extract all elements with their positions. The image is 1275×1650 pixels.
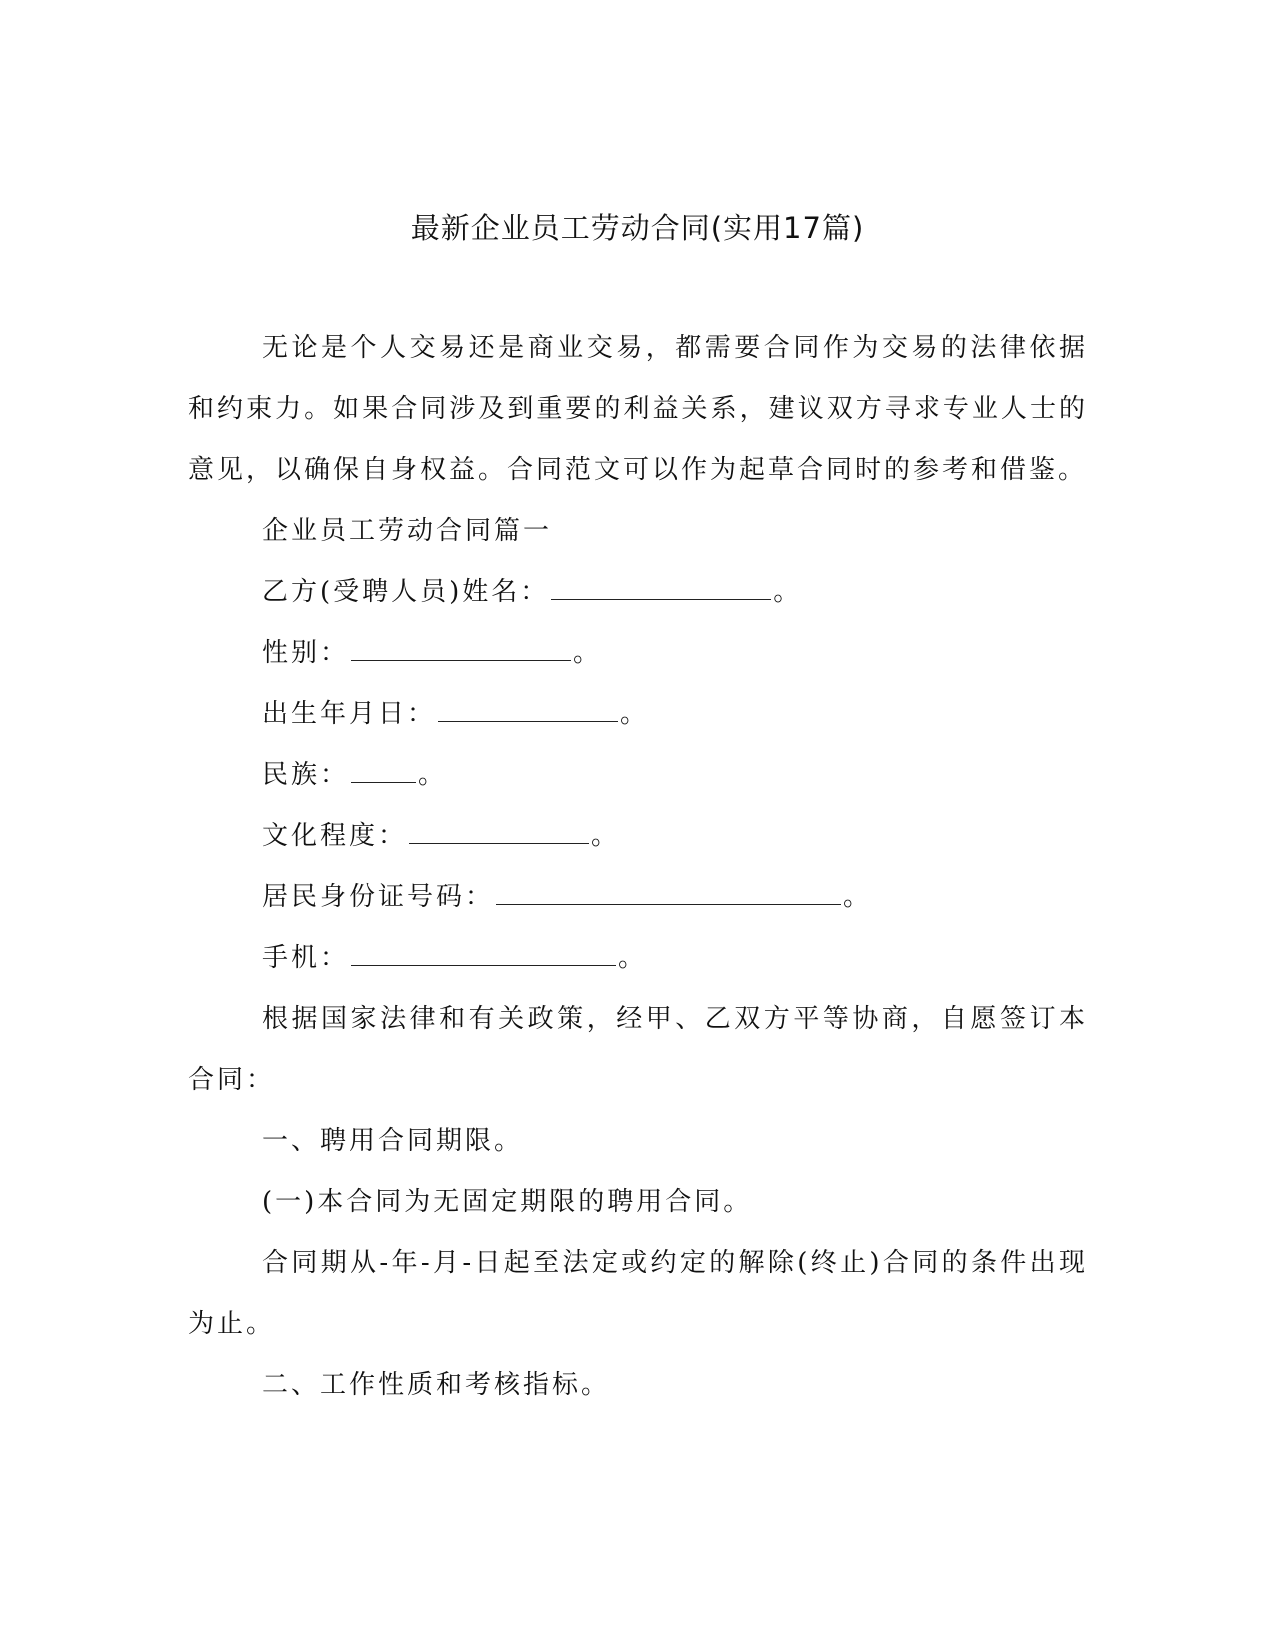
- field-name-row: [188, 562, 1088, 623]
- field-birthdate-label: 出生年月日：: [262, 699, 437, 729]
- clause-1-heading: 一、聘用合同期限。: [262, 1126, 524, 1156]
- field-birthdate-row: [188, 684, 1088, 745]
- field-education-end: 。: [591, 821, 621, 851]
- agreement-paragraph: 根据国家法律和有关政策，经甲、乙双方平等协商，自愿签订本合同：: [188, 1004, 1088, 1095]
- field-name-end: 。: [773, 577, 803, 607]
- document-title: 最新企业员工劳动合同(实用17篇): [410, 211, 865, 245]
- field-ethnicity-row: [188, 745, 1088, 806]
- field-gender-row: [188, 623, 1088, 684]
- field-name-label: 乙方(受聘人员)姓名：: [262, 577, 550, 607]
- field-mobile-blank: [351, 939, 616, 966]
- intro-paragraph: 无论是个人交易还是商业交易，都需要合同作为交易的法律依据和约束力。如果合同涉及到重要的利益关系，建议双方寻求专业人士的意见，以确保自身权益。合同范文可以作为起草合同时的参考和借鉴。: [188, 333, 1088, 485]
- field-ethnicity-blank: [351, 756, 416, 783]
- field-name-blank: [551, 573, 771, 600]
- document-body: [188, 318, 1088, 1416]
- field-birthdate-blank: [438, 695, 618, 722]
- field-education-blank: [409, 817, 589, 844]
- field-id-number-blank: [496, 878, 841, 905]
- field-mobile-label: 手机：: [262, 943, 350, 973]
- clause-1-item-2: 合同期从-年-月-日起至法定或约定的解除(终止)合同的条件出现为止。: [188, 1248, 1088, 1339]
- field-mobile-row: [188, 928, 1088, 989]
- clause-2-heading: 二、工作性质和考核指标。: [262, 1370, 611, 1400]
- field-id-number-end: 。: [843, 882, 873, 912]
- field-birthdate-end: 。: [620, 699, 650, 729]
- field-id-number-label: 居民身份证号码：: [262, 882, 495, 912]
- field-gender-blank: [351, 634, 571, 661]
- field-gender-end: 。: [573, 638, 603, 668]
- field-ethnicity-label: 民族：: [262, 760, 350, 790]
- field-education-label: 文化程度：: [262, 821, 408, 851]
- field-education-row: [188, 806, 1088, 867]
- field-gender-label: 性别：: [262, 638, 350, 668]
- section-heading: 企业员工劳动合同篇一: [262, 516, 553, 546]
- field-ethnicity-end: 。: [418, 760, 448, 790]
- clause-1-item-1: (一)本合同为无固定期限的聘用合同。: [262, 1187, 753, 1217]
- field-id-number-row: [188, 867, 1088, 928]
- field-mobile-end: 。: [618, 943, 648, 973]
